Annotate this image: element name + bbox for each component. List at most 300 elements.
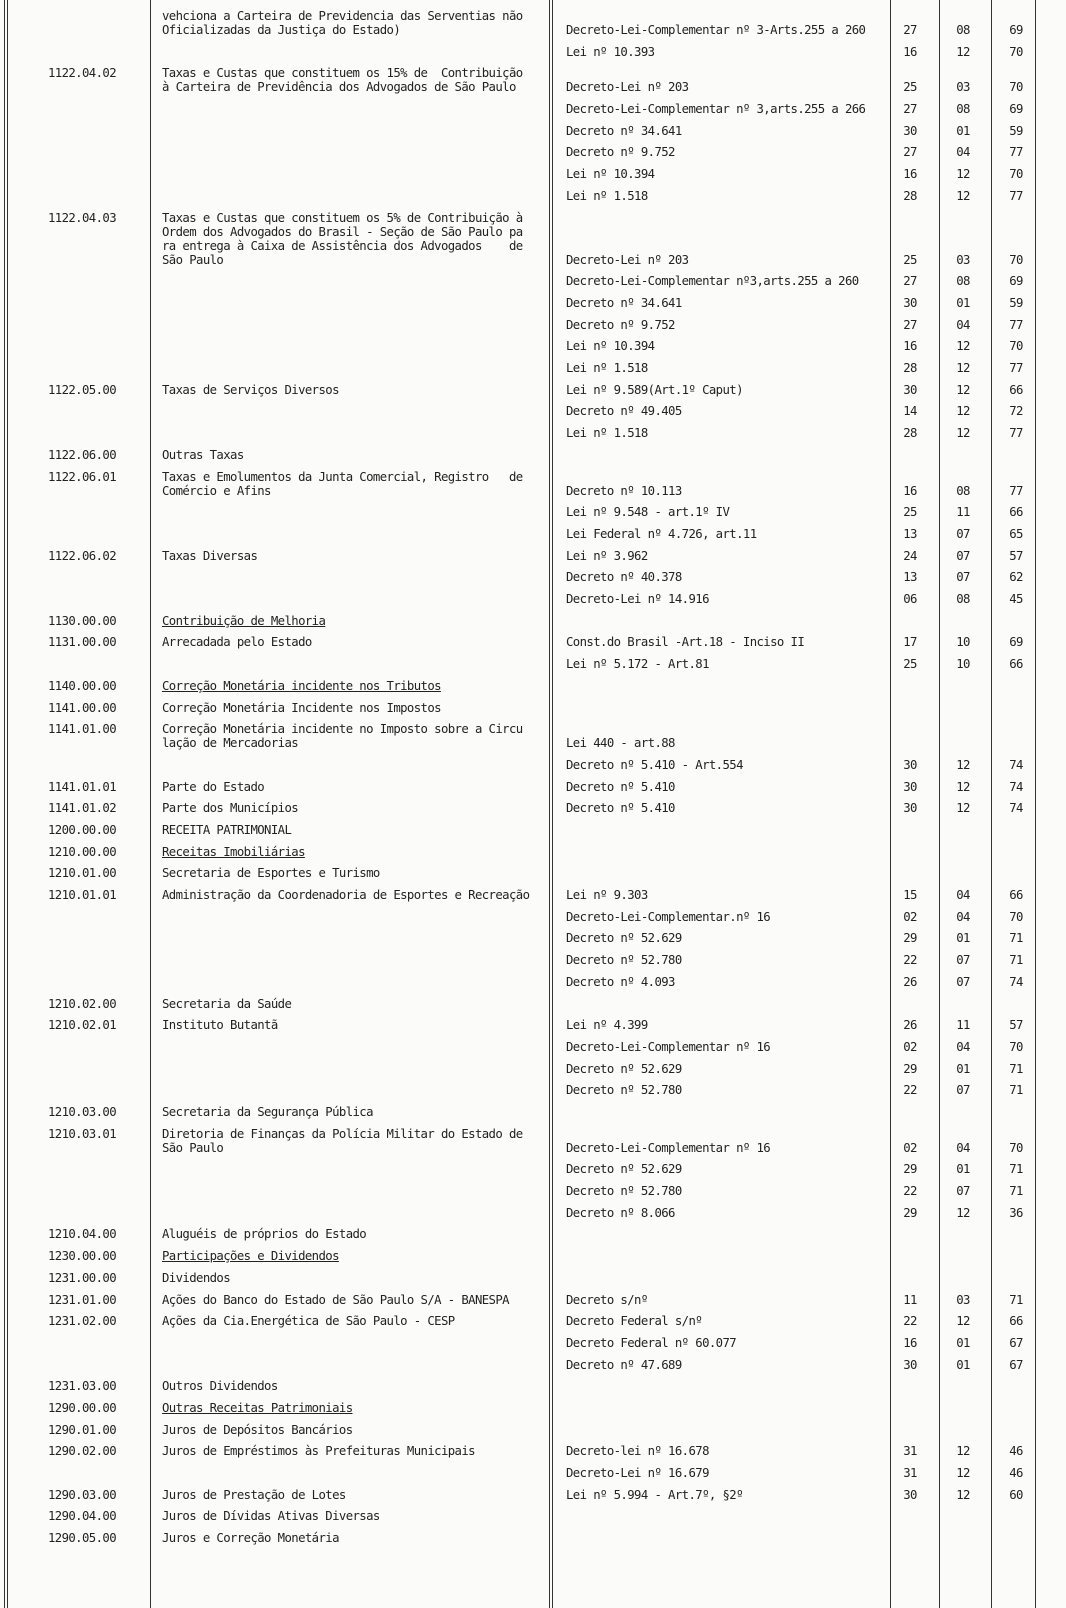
legislation-row xyxy=(0,481,1066,503)
month: 03 xyxy=(956,1292,970,1307)
legislation-row xyxy=(0,1463,1066,1485)
legislation-ref: Lei nº 10.394 xyxy=(566,339,655,354)
legislation-ref: Decreto s/nº xyxy=(566,1292,648,1307)
legislation-ref: Decreto nº 49.405 xyxy=(566,404,682,419)
legislation-row xyxy=(0,271,1066,293)
account-code: 1122.06.00 xyxy=(47,447,117,462)
legislation-row xyxy=(0,1037,1066,1059)
year: 72 xyxy=(1009,404,1023,419)
description-line: Taxas Diversas xyxy=(162,548,258,563)
day: 22 xyxy=(903,1083,917,1098)
table-row xyxy=(0,1246,1066,1268)
account-code: 1210.02.01 xyxy=(47,1018,117,1033)
year: 74 xyxy=(1009,974,1023,989)
legislation-ref: Decreto nº 4.093 xyxy=(566,974,675,989)
year: 66 xyxy=(1009,1314,1023,1329)
day: 16 xyxy=(903,167,917,182)
month: 03 xyxy=(956,252,970,267)
account-code: 1210.01.01 xyxy=(47,888,117,903)
day: 29 xyxy=(903,1205,917,1220)
legislation-row xyxy=(0,1015,1066,1037)
month: 01 xyxy=(956,1335,970,1350)
account-description xyxy=(162,1423,552,1437)
legislation-ref: Decreto-Lei nº 203 xyxy=(566,80,689,95)
day: 16 xyxy=(903,44,917,59)
table-row xyxy=(0,1506,1066,1528)
table-row xyxy=(0,1398,1066,1420)
month: 04 xyxy=(956,909,970,924)
day: 26 xyxy=(903,974,917,989)
year: 71 xyxy=(1009,1083,1023,1098)
description-line: Taxas de Serviços Diversos xyxy=(162,382,339,397)
month: 04 xyxy=(956,888,970,903)
description-line: Secretaria da Segurança Pública xyxy=(162,1105,373,1119)
legislation-row xyxy=(0,798,1066,820)
month: 01 xyxy=(956,1061,970,1076)
legislation-row xyxy=(0,502,1066,524)
legislation-row xyxy=(0,1181,1066,1203)
legislation-row xyxy=(0,654,1066,676)
account-code: 1231.02.00 xyxy=(47,1314,117,1329)
year: 70 xyxy=(1009,252,1023,267)
account-description xyxy=(162,1401,552,1415)
year: 62 xyxy=(1009,570,1023,585)
account-description xyxy=(162,701,552,715)
year: 77 xyxy=(1009,361,1023,376)
account-code: 1231.01.00 xyxy=(47,1292,117,1307)
account-code: 1290.01.00 xyxy=(47,1422,117,1437)
legislation-ref: Decreto-Lei-Complementar.nº 16 xyxy=(566,909,771,924)
day: 30 xyxy=(903,801,917,816)
description-line: Aluguéis de próprios do Estado xyxy=(162,1227,367,1242)
account-code: 1290.02.00 xyxy=(47,1444,117,1459)
legislation-row xyxy=(0,1203,1066,1225)
legislation-row xyxy=(0,1441,1066,1463)
table-row xyxy=(0,885,1066,994)
day: 25 xyxy=(903,505,917,520)
account-description xyxy=(162,1271,552,1285)
month: 07 xyxy=(956,570,970,585)
year: 65 xyxy=(1009,526,1023,541)
year: 57 xyxy=(1009,548,1023,563)
table-row xyxy=(0,1528,1066,1550)
legislation-row xyxy=(0,928,1066,950)
legislation-row xyxy=(0,99,1066,121)
legislation-ref: Decreto nº 9.752 xyxy=(566,317,675,332)
month: 07 xyxy=(956,548,970,563)
day: 13 xyxy=(903,570,917,585)
legislation-ref: Lei nº 1.518 xyxy=(566,361,648,376)
legislation-ref: Decreto nº 47.689 xyxy=(566,1357,682,1372)
legislation-ref: Decreto nº 52.780 xyxy=(566,953,682,968)
month: 04 xyxy=(956,1039,970,1054)
month: 11 xyxy=(956,505,970,520)
account-description xyxy=(162,823,552,837)
legislation-row xyxy=(0,950,1066,972)
legislation-ref: Decreto-Lei-Complementar nº 3-Arts.255 a 260 xyxy=(566,23,866,37)
table-row xyxy=(0,1311,1066,1376)
legislation-ref: Decreto-Lei nº 203 xyxy=(566,252,689,267)
year: 70 xyxy=(1009,80,1023,95)
description-line: RECEITA PATRIMONIAL xyxy=(162,822,292,837)
description-line: Arrecadada pelo Estado xyxy=(162,635,312,650)
year: 77 xyxy=(1009,188,1023,203)
account-code: 1122.04.03 xyxy=(47,210,117,225)
table-row xyxy=(0,546,1066,611)
account-description xyxy=(162,1509,552,1523)
year: 57 xyxy=(1009,1018,1023,1033)
table-row xyxy=(0,777,1066,799)
month: 01 xyxy=(956,931,970,946)
legislation-ref: Lei nº 5.172 - Art.81 xyxy=(566,657,709,672)
day: 16 xyxy=(903,483,917,498)
account-code: 1290.00.00 xyxy=(47,1401,117,1416)
year: 71 xyxy=(1009,931,1023,946)
table-row xyxy=(0,445,1066,467)
account-code: 1122.06.01 xyxy=(47,469,117,484)
day: 30 xyxy=(903,1357,917,1372)
table-row xyxy=(0,1224,1066,1246)
legislation-ref: Lei nº 9.303 xyxy=(566,888,648,903)
month: 07 xyxy=(956,1083,970,1098)
legislation-row xyxy=(0,1159,1066,1181)
legislation-ref: Lei Federal nº 4.726, art.11 xyxy=(566,526,757,541)
legislation-ref: Lei nº 9.548 - art.1º IV xyxy=(566,505,730,520)
legislation-ref: Decreto Federal nº 60.077 xyxy=(566,1335,737,1350)
legislation-ref: Lei nº 5.994 - Art.7º, §2º xyxy=(566,1487,743,1502)
month: 04 xyxy=(956,1140,970,1155)
year: 67 xyxy=(1009,1335,1023,1350)
day: 27 xyxy=(903,23,917,37)
account-code: 1210.04.00 xyxy=(47,1227,117,1242)
year: 59 xyxy=(1009,295,1023,310)
account-code: 1200.00.00 xyxy=(47,822,117,837)
day: 16 xyxy=(903,1335,917,1350)
description-line: ra entrega à Caixa de Assistência dos Advogados de xyxy=(162,238,523,253)
month: 03 xyxy=(956,80,970,95)
month: 12 xyxy=(956,361,970,376)
account-code: 1122.04.02 xyxy=(47,66,117,81)
legislation-row xyxy=(0,1333,1066,1355)
month: 08 xyxy=(956,23,970,37)
legislation-ref: Lei nº 3.962 xyxy=(566,548,648,563)
month: 12 xyxy=(956,1444,970,1459)
account-description xyxy=(162,1531,552,1545)
day: 02 xyxy=(903,1039,917,1054)
legislation-row xyxy=(0,567,1066,589)
description-line: Taxas e Emolumentos da Junta Comercial, Registro de xyxy=(162,469,523,484)
description-line: Correção Monetária incidente no Imposto sobre a Circu xyxy=(162,722,523,737)
legislation-row xyxy=(0,1355,1066,1377)
revenue-table xyxy=(0,6,1066,1550)
account-description xyxy=(162,679,552,693)
table-row xyxy=(0,676,1066,698)
legislation-ref: Lei nº 10.394 xyxy=(566,167,655,182)
account-code: 1210.01.00 xyxy=(47,866,117,881)
account-code: 1290.05.00 xyxy=(47,1531,117,1546)
account-code: 1231.03.00 xyxy=(47,1379,117,1394)
legislation-ref: Lei nº 4.399 xyxy=(566,1018,648,1033)
legislation-ref: Decreto-Lei nº 16.679 xyxy=(566,1466,709,1481)
day: 11 xyxy=(903,1292,917,1307)
table-row xyxy=(0,1015,1066,1102)
month: 04 xyxy=(956,145,970,160)
month: 07 xyxy=(956,953,970,968)
legislation-row xyxy=(0,293,1066,315)
legislation-ref: Decreto-Lei-Complementar nº 3,arts.255 a 266 xyxy=(566,102,866,117)
description-line: São Paulo xyxy=(162,252,224,267)
legislation-row xyxy=(0,524,1066,546)
day: 27 xyxy=(903,145,917,160)
month: 08 xyxy=(956,274,970,289)
day: 30 xyxy=(903,382,917,397)
day: 30 xyxy=(903,123,917,138)
account-code: 1210.03.01 xyxy=(47,1126,117,1141)
legislation-row xyxy=(0,972,1066,994)
legislation-ref: Decreto-Lei nº 14.916 xyxy=(566,592,709,607)
month: 07 xyxy=(956,974,970,989)
day: 30 xyxy=(903,295,917,310)
description-line: vehciona a Carteira de Previdencia das Serventias não xyxy=(162,9,523,23)
day: 27 xyxy=(903,317,917,332)
table-row xyxy=(0,1420,1066,1442)
legislation-ref: Decreto-Lei-Complementar nº 16 xyxy=(566,1140,771,1155)
year: 70 xyxy=(1009,1140,1023,1155)
legislation-row xyxy=(0,186,1066,208)
table-row xyxy=(0,467,1066,546)
day: 17 xyxy=(903,635,917,650)
description-line: Outras Receitas Patrimoniais xyxy=(162,1401,353,1416)
table-row xyxy=(0,863,1066,885)
month: 08 xyxy=(956,592,970,607)
day: 02 xyxy=(903,1140,917,1155)
account-code: 1122.05.00 xyxy=(47,382,117,397)
legislation-ref: Decreto-Lei-Complementar nº3,arts.255 a 260 xyxy=(566,274,859,289)
month: 01 xyxy=(956,123,970,138)
day: 22 xyxy=(903,1184,917,1199)
description-line: lação de Mercadorias xyxy=(162,736,299,751)
description-line: São Paulo xyxy=(162,1140,224,1155)
description-line: Diretoria de Finanças da Polícia Militar do Estado de xyxy=(162,1126,523,1141)
year: 71 xyxy=(1009,1184,1023,1199)
account-description xyxy=(162,845,552,859)
account-code: 1231.00.00 xyxy=(47,1270,117,1285)
day: 25 xyxy=(903,80,917,95)
month: 01 xyxy=(956,1162,970,1177)
legislation-ref: Decreto nº 34.641 xyxy=(566,123,682,138)
table-row xyxy=(0,719,1066,776)
legislation-row xyxy=(0,1059,1066,1081)
legislation-ref: Decreto nº 52.629 xyxy=(566,1162,682,1177)
day: 22 xyxy=(903,1314,917,1329)
account-description xyxy=(162,1379,552,1393)
legislation-row xyxy=(0,142,1066,164)
legislation-row xyxy=(0,20,1066,42)
year: 60 xyxy=(1009,1487,1023,1502)
day: 13 xyxy=(903,526,917,541)
month: 04 xyxy=(956,317,970,332)
year: 36 xyxy=(1009,1205,1023,1220)
month: 10 xyxy=(956,657,970,672)
table-row xyxy=(0,1124,1066,1225)
description-line: Juros de Depósitos Bancários xyxy=(162,1422,353,1437)
legislation-ref: Decreto nº 5.410 - Art.554 xyxy=(566,757,743,772)
table-row xyxy=(0,994,1066,1016)
day: 22 xyxy=(903,953,917,968)
account-description xyxy=(162,448,552,462)
table-row xyxy=(0,1290,1066,1312)
account-code: 1141.00.00 xyxy=(47,700,117,715)
description-line: Comércio e Afins xyxy=(162,483,271,498)
month: 01 xyxy=(956,295,970,310)
legislation-row xyxy=(0,77,1066,99)
month: 12 xyxy=(956,779,970,794)
account-code: 1141.01.01 xyxy=(47,779,117,794)
year: 69 xyxy=(1009,102,1023,117)
year: 66 xyxy=(1009,657,1023,672)
year: 66 xyxy=(1009,888,1023,903)
legislation-ref: Const.do Brasil -Art.18 - Inciso II xyxy=(566,635,805,650)
month: 12 xyxy=(956,1314,970,1329)
legislation-row xyxy=(0,423,1066,445)
account-code: 1210.02.00 xyxy=(47,996,117,1011)
description-line: Taxas e Custas que constituem os 15% de Contribuição xyxy=(162,66,523,81)
account-code: 1141.01.00 xyxy=(47,722,117,737)
table-row xyxy=(0,611,1066,633)
month: 12 xyxy=(956,188,970,203)
legislation-ref: Decreto-lei nº 16.678 xyxy=(566,1444,709,1459)
day: 24 xyxy=(903,548,917,563)
table-row xyxy=(0,842,1066,864)
legislation-ref: Decreto nº 40.378 xyxy=(566,570,682,585)
description-line: à Carteira de Previdência dos Advogados de São Paulo xyxy=(162,80,516,95)
year: 70 xyxy=(1009,909,1023,924)
account-description xyxy=(162,1105,552,1119)
year: 70 xyxy=(1009,167,1023,182)
legislation-ref: Decreto Federal s/nº xyxy=(566,1314,703,1329)
month: 12 xyxy=(956,339,970,354)
legislation-row xyxy=(0,380,1066,402)
legislation-row xyxy=(0,250,1066,272)
day: 28 xyxy=(903,426,917,441)
description-line: Administração da Coordenadoria de Esportes e Recreação xyxy=(162,888,530,903)
description-line: Secretaria de Esportes e Turismo xyxy=(162,866,380,881)
day: 02 xyxy=(903,909,917,924)
description-line: Instituto Butantã xyxy=(162,1018,278,1033)
legislation-ref: Decreto nº 5.410 xyxy=(566,779,675,794)
legislation-row xyxy=(0,1485,1066,1507)
year: 69 xyxy=(1009,274,1023,289)
description-line: Secretaria da Saúde xyxy=(162,996,292,1011)
description-line: Oficializadas da Justiça do Estado) xyxy=(162,23,401,37)
table-row xyxy=(0,820,1066,842)
month: 01 xyxy=(956,1357,970,1372)
table-row xyxy=(0,1376,1066,1398)
account-code: 1130.00.00 xyxy=(47,613,117,628)
year: 77 xyxy=(1009,145,1023,160)
table-row xyxy=(0,1485,1066,1507)
description-line: Correção Monetária incidente nos Tributos xyxy=(162,678,441,693)
legislation-row xyxy=(0,315,1066,337)
table-row xyxy=(0,698,1066,720)
table-row xyxy=(0,6,1066,63)
table-row xyxy=(0,1268,1066,1290)
day: 30 xyxy=(903,757,917,772)
year: 69 xyxy=(1009,635,1023,650)
account-description xyxy=(162,866,552,880)
month: 12 xyxy=(956,404,970,419)
day: 30 xyxy=(903,779,917,794)
description-line: Parte do Estado xyxy=(162,779,265,794)
day: 28 xyxy=(903,361,917,376)
day: 28 xyxy=(903,188,917,203)
legislation-ref: Decreto nº 52.780 xyxy=(566,1184,682,1199)
account-code: 1141.01.02 xyxy=(47,801,117,816)
legislation-row xyxy=(0,632,1066,654)
legislation-ref: Decreto nº 52.629 xyxy=(566,1061,682,1076)
table-row xyxy=(0,1102,1066,1124)
table-row xyxy=(0,632,1066,675)
day: 29 xyxy=(903,1162,917,1177)
legislation-row xyxy=(0,336,1066,358)
year: 67 xyxy=(1009,1357,1023,1372)
description-line: Correção Monetária Incidente nos Impostos xyxy=(162,700,441,715)
account-code: 1131.00.00 xyxy=(47,635,117,650)
legislation-row xyxy=(0,42,1066,64)
legislation-ref: Decreto nº 9.752 xyxy=(566,145,675,160)
legislation-ref: Lei 440 - art.88 xyxy=(566,736,675,751)
description-line: Participações e Dividendos xyxy=(162,1249,339,1264)
day: 06 xyxy=(903,592,917,607)
account-description xyxy=(162,614,552,628)
account-code: 1140.00.00 xyxy=(47,678,117,693)
description-line: Contribuição de Melhoria xyxy=(162,613,326,628)
month: 08 xyxy=(956,483,970,498)
legislation-ref: Lei nº 9.589(Art.1º Caput) xyxy=(566,382,743,397)
account-description xyxy=(162,997,552,1011)
description-line: Ações do Banco do Estado de São Paulo S/A - BANESPA xyxy=(162,1292,509,1307)
legislation-ref: Decreto nº 5.410 xyxy=(566,801,675,816)
account-description xyxy=(162,1249,552,1263)
description-line: Parte dos Municípios xyxy=(162,801,299,816)
description-line: Ações da Cia.Energética de São Paulo - CESP xyxy=(162,1314,455,1329)
description-line: Dividendos xyxy=(162,1270,231,1285)
year: 74 xyxy=(1009,757,1023,772)
year: 70 xyxy=(1009,1039,1023,1054)
description-line: Ordem dos Advogados do Brasil - Seção de São Paulo pa xyxy=(162,224,523,239)
month: 12 xyxy=(956,1487,970,1502)
day: 29 xyxy=(903,931,917,946)
account-code: 1210.03.00 xyxy=(47,1105,117,1119)
year: 74 xyxy=(1009,779,1023,794)
year: 46 xyxy=(1009,1444,1023,1459)
account-code: 1230.00.00 xyxy=(47,1249,117,1264)
legislation-row xyxy=(0,546,1066,568)
year: 66 xyxy=(1009,382,1023,397)
year: 59 xyxy=(1009,123,1023,138)
year: 66 xyxy=(1009,505,1023,520)
day: 16 xyxy=(903,339,917,354)
legislation-ref: Decreto nº 52.780 xyxy=(566,1083,682,1098)
legislation-row xyxy=(0,1311,1066,1333)
month: 12 xyxy=(956,801,970,816)
account-code: 1290.04.00 xyxy=(47,1509,117,1524)
legislation-ref: Decreto nº 34.641 xyxy=(566,295,682,310)
year: 71 xyxy=(1009,1061,1023,1076)
legislation-row xyxy=(0,907,1066,929)
legislation-row xyxy=(0,164,1066,186)
legislation-row xyxy=(0,1290,1066,1312)
